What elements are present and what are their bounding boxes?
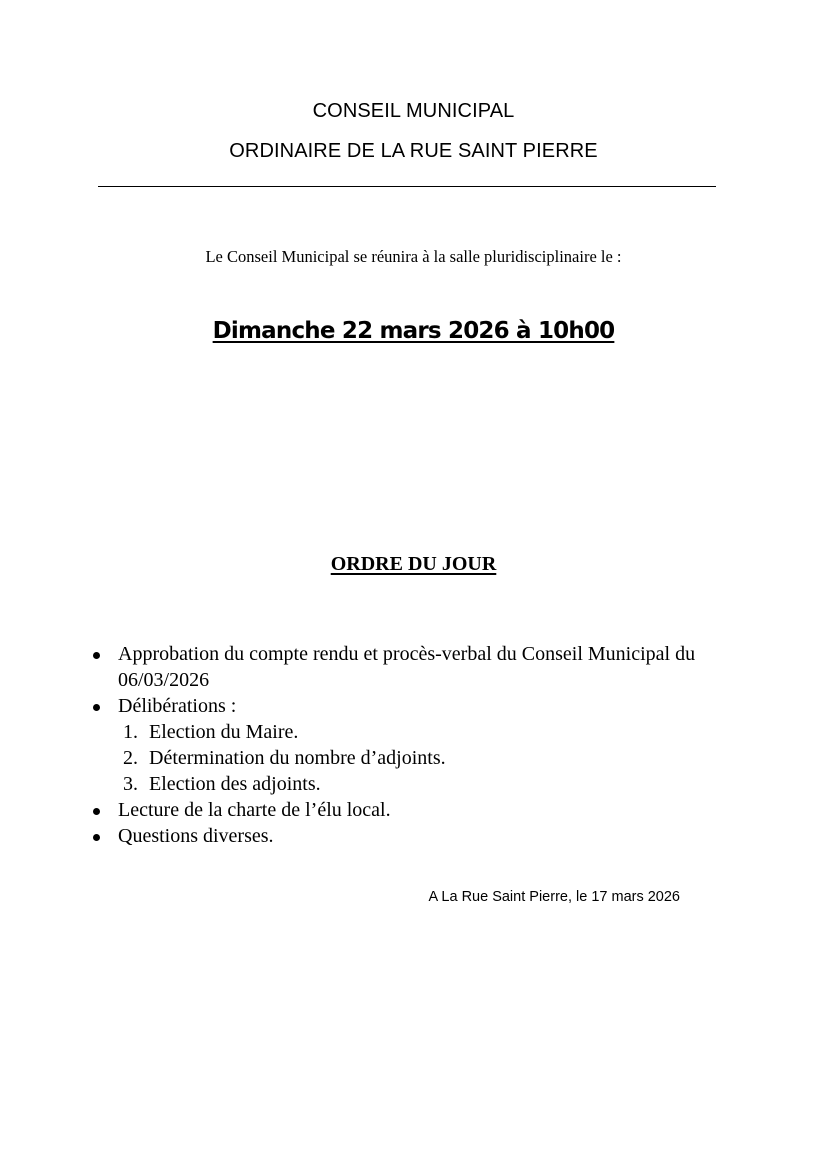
bullet-icon bbox=[93, 652, 100, 659]
subitem-number: 3. bbox=[123, 773, 138, 795]
bullet-icon bbox=[93, 834, 100, 841]
subitem-text: Election du Maire. bbox=[149, 721, 299, 743]
bullet-icon bbox=[93, 808, 100, 815]
signature-place-date: A La Rue Saint Pierre, le 17 mars 2026 bbox=[428, 889, 680, 905]
meeting-date-text: Dimanche 22 mars 2026 à 10h00 bbox=[212, 318, 615, 344]
header-title-line-2: ORDINAIRE DE LA RUE SAINT PIERRE bbox=[229, 140, 598, 162]
agenda-item-charte bbox=[0, 797, 738, 823]
header-divider bbox=[98, 186, 716, 187]
agenda-item-deliberations bbox=[0, 693, 738, 719]
intro-text: Le Conseil Municipal se réunira à la salle pluridisciplinaire le : bbox=[205, 247, 622, 266]
subitem-text: Détermination du nombre d’adjoints. bbox=[149, 747, 446, 769]
agenda-subitem bbox=[0, 745, 827, 771]
bullet-icon bbox=[93, 704, 100, 711]
meeting-date-heading bbox=[0, 314, 827, 348]
subitem-text: Election des adjoints. bbox=[149, 773, 321, 795]
agenda-item-questions bbox=[0, 823, 738, 849]
agenda-item-text: Délibérations : bbox=[118, 695, 237, 717]
agenda-title bbox=[0, 551, 827, 577]
header-title-line-1: CONSEIL MUNICIPAL bbox=[312, 100, 515, 122]
agenda-subitem bbox=[0, 771, 827, 797]
agenda-subitem bbox=[0, 719, 827, 745]
agenda-list bbox=[0, 641, 827, 849]
agenda-item-text: Lecture de la charte de l’élu local. bbox=[118, 799, 391, 821]
agenda-title-text: ORDRE DU JOUR bbox=[330, 553, 497, 575]
agenda-item-approbation bbox=[0, 641, 738, 693]
subitem-number: 1. bbox=[123, 721, 138, 743]
agenda-item-text: Approbation du compte rendu et procès-verbal du Conseil Municipal du 06/03/2026 bbox=[118, 643, 696, 691]
agenda-item-text: Questions diverses. bbox=[118, 825, 274, 847]
subitem-number: 2. bbox=[123, 747, 138, 769]
